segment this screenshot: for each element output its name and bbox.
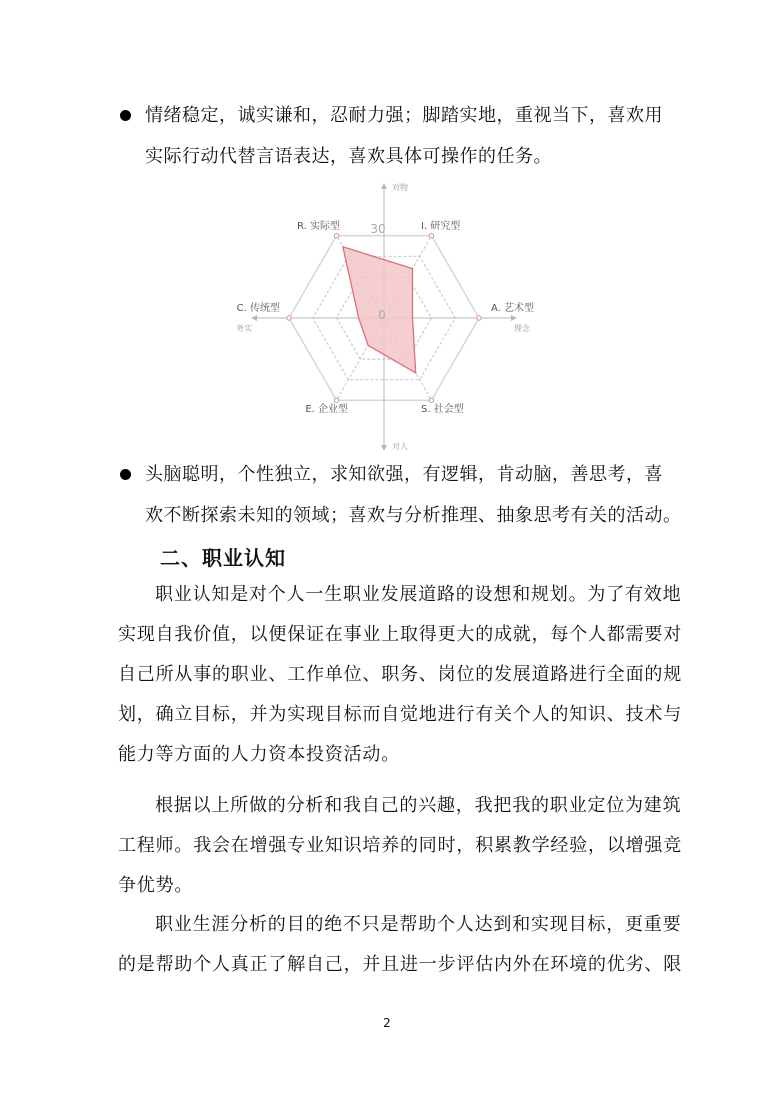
axis-label-s: S. 社会型 <box>421 404 464 415</box>
axis-word-top: 对物 <box>392 183 408 192</box>
radar-vertex-point <box>477 316 481 320</box>
radar-vertex-point <box>429 234 433 238</box>
bullet-dot-icon <box>120 110 131 121</box>
bullet-1-line-1: 情绪稳定，诚实谦和，忍耐力强；脚踏实地，重视当下，喜欢用 <box>145 105 663 126</box>
axis-word-bottom: 对人 <box>392 442 408 451</box>
bullet-2-line-1: 头脑聪明，个性独立，求知欲强，有逻辑，肯动脑，善思考，喜 <box>145 464 663 485</box>
radar-vertex-point <box>429 398 433 402</box>
axis-word-left: 务实 <box>236 324 252 333</box>
axis-word-right: 理念 <box>514 324 530 333</box>
axis-label-e: E. 企业型 <box>305 404 348 415</box>
axis-label-c: C. 传统型 <box>236 303 280 314</box>
bullet-dot-icon <box>120 469 131 480</box>
paragraph-2-line-3: 争优势。 <box>118 875 194 896</box>
paragraph-1-line-5: 能力等方面的人力资本投资活动。 <box>118 744 400 765</box>
axis-label-a: A. 艺术型 <box>491 303 535 314</box>
arrow-up-icon <box>381 183 387 189</box>
arrow-down-icon <box>381 445 387 451</box>
axis-label-r: R. 实际型 <box>297 221 340 232</box>
scale-label-max: 30 <box>370 222 386 236</box>
paragraph-1-line-3: 自己所从事的职业、工作单位、职务、岗位的发展道路进行全面的规 <box>118 664 682 685</box>
bullet-1-line-2: 实际行动代替言语表达，喜欢具体可操作的任务。 <box>145 146 552 167</box>
page-number: 2 <box>383 1016 391 1030</box>
bullet-2-line-2: 欢不断探索未知的领域；喜欢与分析推理、抽象思考有关的活动。 <box>145 505 682 526</box>
radar-chart <box>222 178 552 456</box>
radar-labels <box>236 182 534 451</box>
scale-label-min: 0 <box>378 308 386 322</box>
arrow-left-icon <box>251 315 257 321</box>
paragraph-1-line-4: 划，确立目标，并为实现目标而自觉地进行有关个人的知识、技术与 <box>118 704 682 725</box>
axis-label-i: I. 研究型 <box>421 221 461 232</box>
radar-vertex-point <box>287 316 291 320</box>
paragraph-3-line-1: 职业生涯分析的目的绝不只是帮助个人达到和实现目标，更重要 <box>155 914 682 935</box>
radar-vertex-point <box>334 234 338 238</box>
paragraph-2-line-1: 根据以上所做的分析和我自己的兴趣，我把我的职业定位为建筑 <box>155 795 682 816</box>
radar-vertex-point <box>334 398 338 402</box>
paragraph-1-line-1: 职业认知是对个人一生职业发展道路的设想和规划。为了有效地 <box>155 584 682 605</box>
paragraph-2-line-2: 工程师。我会在增强专业知识培养的同时，积累教学经验，以增强竞 <box>118 835 682 856</box>
paragraph-1-line-2: 实现自我价值，以便保证在事业上取得更大的成就，每个人都需要对 <box>118 624 682 645</box>
section-heading: 二、职业认知 <box>160 546 286 570</box>
paragraph-3-line-2: 的是帮助个人真正了解自己，并且进一步评估内外在环境的优劣、限 <box>118 954 682 975</box>
arrow-right-icon <box>511 315 517 321</box>
